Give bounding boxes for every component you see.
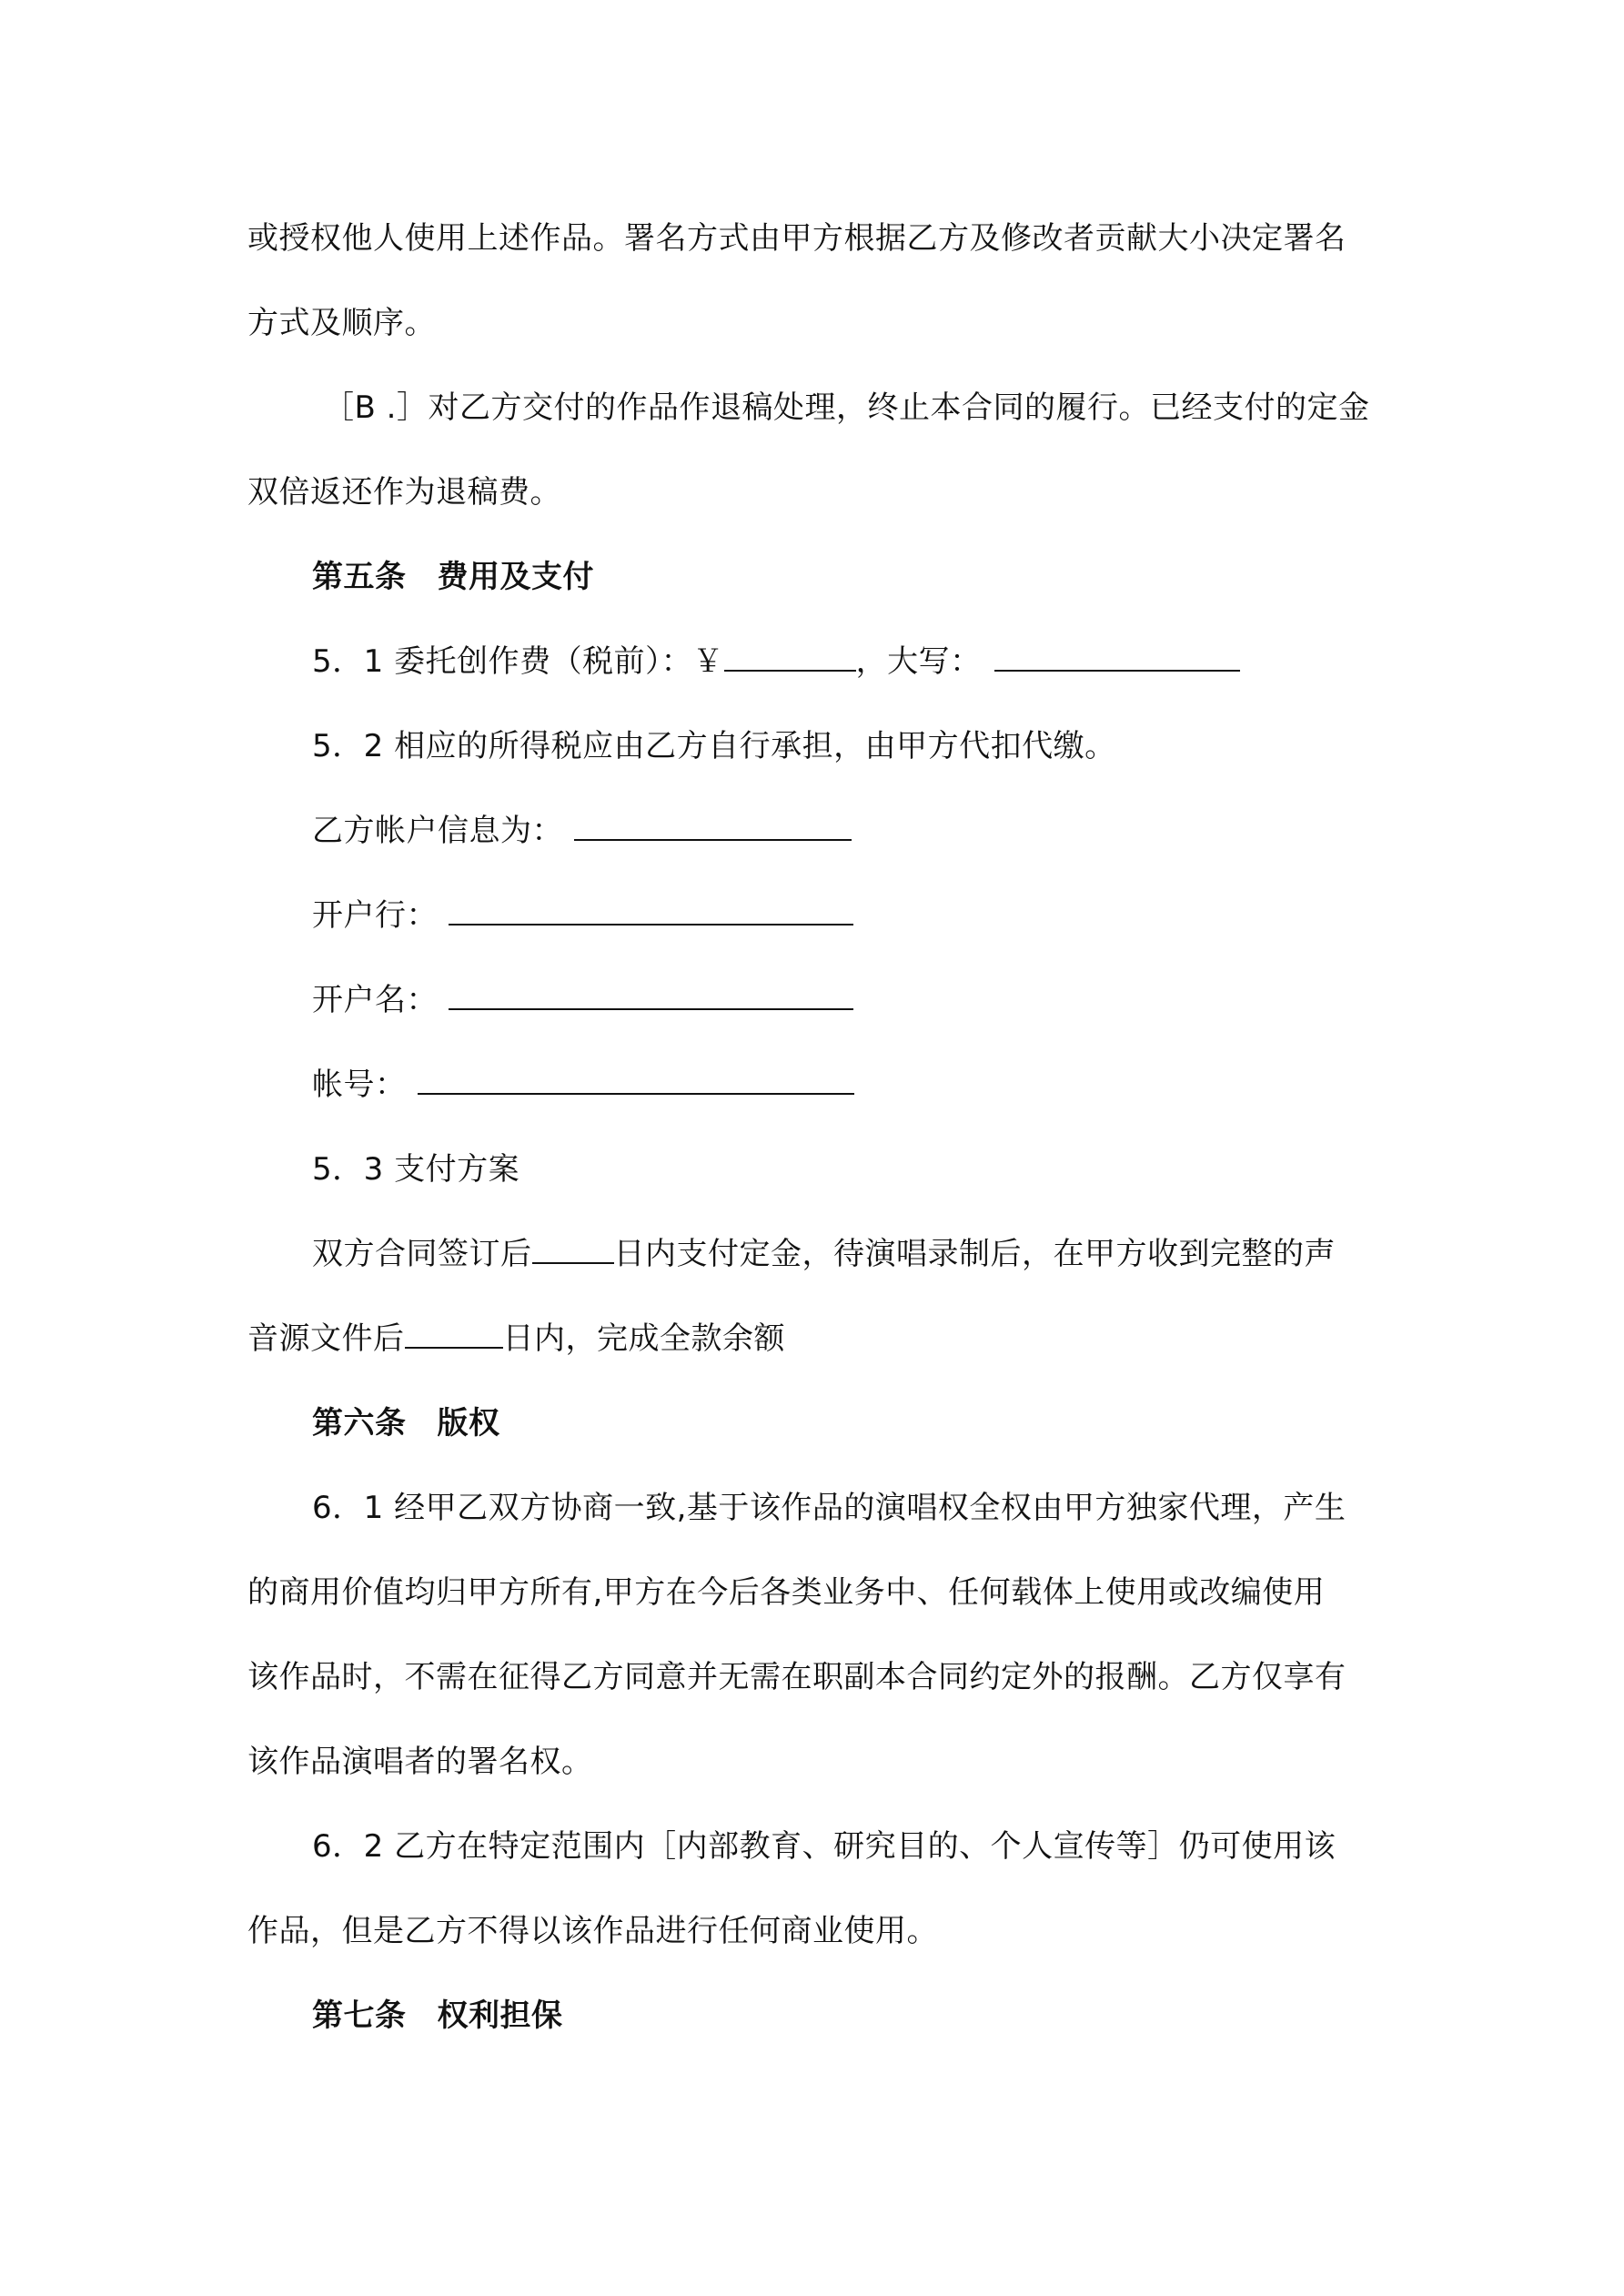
article-number: 第六条 [312, 1405, 407, 1441]
account-name-line [312, 980, 1449, 1020]
article-number: 第七条 [312, 1998, 407, 2034]
paragraph-line: 作品，但是乙方不得以该作品进行任何商业使用。 [247, 1913, 938, 1949]
paragraph-line: 方式及顺序。 [247, 305, 436, 341]
account-name-field[interactable] [449, 981, 853, 1010]
payment-plan-heading: 5．3 支付方案 [312, 1151, 520, 1188]
plan-text: 日内支付定金，待演唱录制后，在甲方收到完整的声 [613, 1236, 1336, 1272]
account-info-line [312, 811, 1449, 851]
paragraph-line: 6．1 经甲乙双方协商一致,基于该作品的演唱权全权由甲方独家代理，产生 [312, 1490, 1347, 1526]
option-b-line: ［B .］对乙方交付的作品作退稿处理，终止本合同的履行。已经支付的定金 [323, 389, 1370, 426]
paragraph-line: 6．2 乙方在特定范围内［内部教育、研究目的、个人宣传等］仍可使用该 [312, 1828, 1337, 1865]
deposit-days-field[interactable] [532, 1235, 614, 1264]
account-name-label: 开户名： [312, 982, 438, 1018]
plan-text: 日内，完成全款余额 [502, 1320, 785, 1357]
fee-amount-field[interactable] [724, 642, 856, 672]
account-number-field[interactable] [418, 1066, 854, 1095]
bank-label: 开户行： [312, 897, 438, 934]
paragraph-line: 该作品演唱者的署名权。 [247, 1744, 593, 1780]
fee-label: 5．1 委托创作费（税前）：￥ [312, 643, 724, 680]
fee-uppercase-field[interactable] [994, 642, 1240, 672]
plan-text: 双方合同签订后 [312, 1236, 532, 1272]
paragraph-line: 的商用价值均归甲方所有,甲方在今后各类业务中、任何载体上使用或改编使用 [247, 1574, 1326, 1611]
article-title: 权利担保 [437, 1998, 563, 2034]
bank-field[interactable] [449, 896, 853, 925]
article-title: 版权 [437, 1405, 500, 1441]
paragraph-line: 该作品时，不需在征得乙方同意并无需在职副本合同约定外的报酬。乙方仅享有 [247, 1659, 1347, 1695]
account-number-label: 帐号： [312, 1067, 407, 1103]
tax-line: 5．2 相应的所得税应由乙方自行承担，由甲方代扣代缴。 [312, 728, 1116, 764]
fee-uppercase-label: ，大写： [855, 643, 982, 680]
account-number-line [312, 1065, 1449, 1105]
article-number: 第五条 [312, 559, 407, 595]
article-title: 费用及支付 [437, 559, 594, 595]
paragraph-line: 双倍返还作为退稿费。 [247, 474, 561, 511]
bank-line [312, 895, 1449, 936]
article-5-heading [312, 557, 1449, 597]
paragraph-line: 或授权他人使用上述作品。署名方式由甲方根据乙方及修改者贡献大小决定署名 [247, 220, 1347, 257]
balance-days-field[interactable] [405, 1320, 503, 1349]
plan-text: 音源文件后 [247, 1320, 405, 1357]
account-info-label: 乙方帐户信息为： [312, 813, 563, 849]
article-7-heading [312, 1996, 1449, 2036]
article-6-heading [312, 1403, 1449, 1443]
account-info-field[interactable] [574, 812, 852, 841]
fee-line [312, 642, 1449, 682]
payment-plan-line [247, 1319, 1385, 1359]
payment-plan-line [312, 1234, 1449, 1274]
